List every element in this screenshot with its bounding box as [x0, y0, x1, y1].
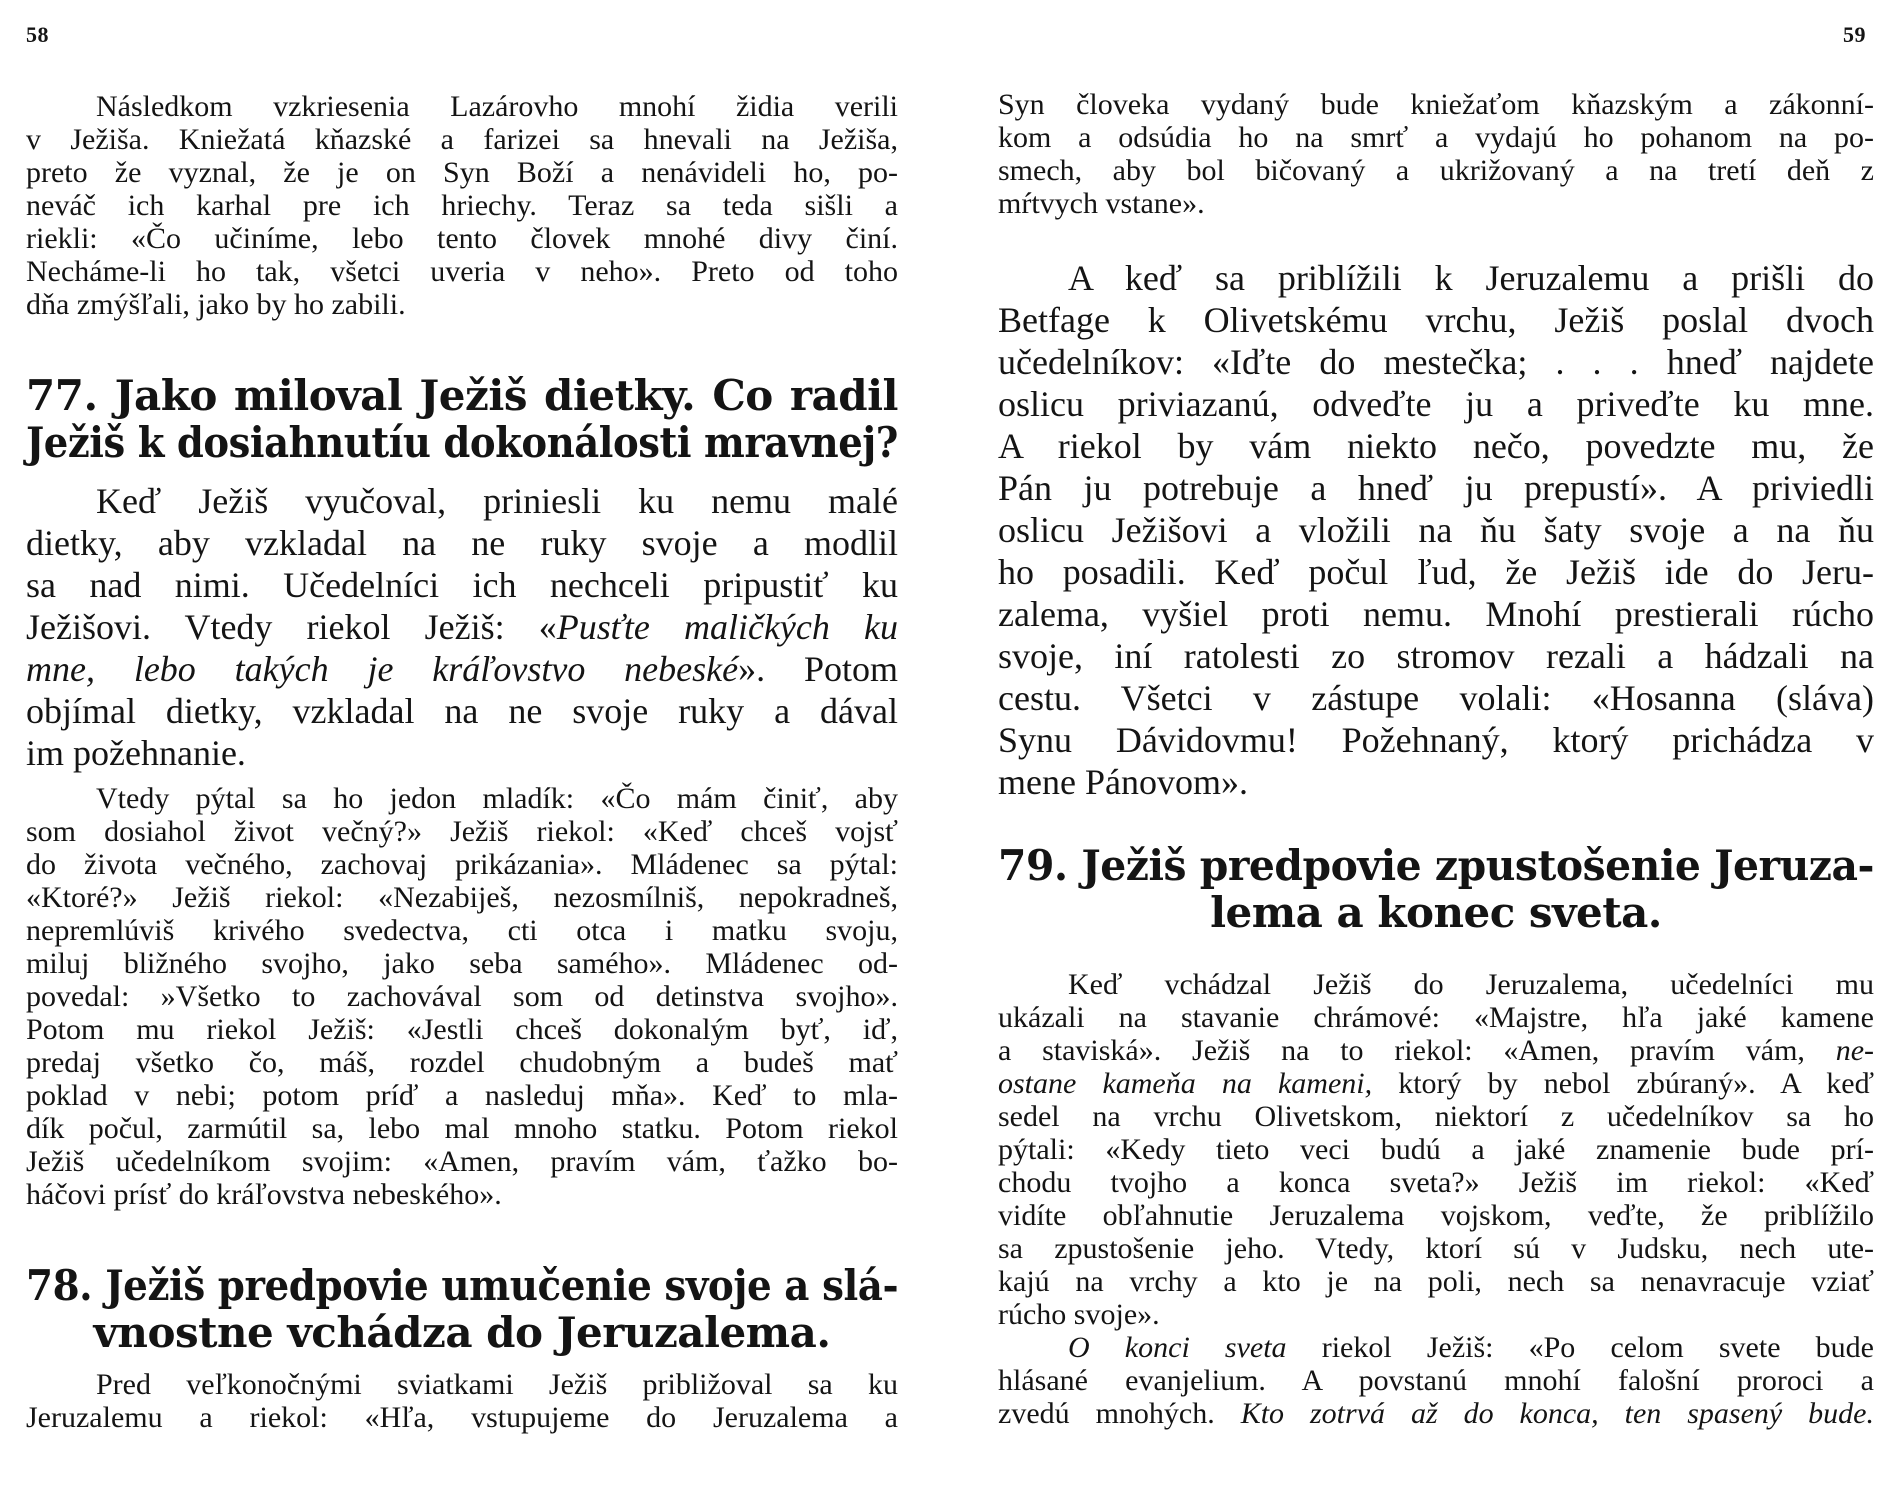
- text-segment: Keď vchádzal Ježiš do Jeruzalema, učedelníci mu: [1068, 968, 1874, 1001]
- text-line: [998, 1331, 1874, 1364]
- text-line: Jeruzalemu a riekol: «Hľa, vstupujeme do Jeruzalema a: [26, 1401, 898, 1434]
- text-line: [998, 1034, 1874, 1067]
- heading-line: 77. Jako miloval Ježiš dietky. Co radil: [26, 371, 898, 420]
- italic-quote: ostane kameňa na kameni,: [998, 1067, 1373, 1100]
- text-segment: sedel na vrchu Olivetskom, niektorí z učedelníkov sa ho: [998, 1100, 1874, 1133]
- text-line: [998, 1298, 1874, 1331]
- text-line: riekli: «Čo učiníme, lebo tento človek mnohé divy činí.: [26, 222, 898, 255]
- text-segment: a staviská». Ježiš na to riekol: «Amen, pravím vám,: [998, 1034, 1836, 1067]
- text-line: «Ktoré?» Ježiš riekol: «Nezabiješ, nezosmílniš, nepokradneš,: [26, 881, 898, 914]
- text-segment: dietky, aby vzkladal na ne ruky svoje a modlil: [26, 523, 898, 563]
- paragraph-intro: [26, 90, 898, 321]
- text-line: Pán ju potrebuje a hneď ju prepustí». A priviedli: [998, 468, 1874, 508]
- section-heading-79: [998, 842, 1874, 936]
- text-segment: pýtali: «Kedy tieto veci budú a jaké znamenie bude prí-: [998, 1133, 1874, 1166]
- text-line: do života večného, zachovaj prikázania». Mládenec sa pýtal:: [26, 848, 898, 881]
- text-line: Betfage k Olivetskému vrchu, Ježiš poslal dvoch: [998, 300, 1874, 340]
- text-line: [26, 732, 898, 774]
- text-line: oslicu priviazanú, odveďte ju a priveďte ku mne.: [998, 384, 1874, 424]
- text-segment: zvedú mnohých.: [998, 1397, 1241, 1430]
- text-segment: objímal dietky, vzkladal na ne svoje ruky a dával: [26, 691, 898, 731]
- text-line: ho posadili. Keď počul ľud, že Ježiš ide do Jeru-: [998, 552, 1874, 592]
- heading-line: Ježiš k dosiahnutíu dokonálosti mravnej?: [26, 418, 898, 467]
- paragraph-78-start: [26, 1368, 898, 1434]
- text-line: cestu. Všetci v zástupe volali: «Hosanna (sláva): [998, 678, 1874, 718]
- text-line: [998, 1067, 1874, 1100]
- text-line: učedelníkov: «Iďte do mestečka; . . . hneď najdete: [998, 342, 1874, 382]
- paragraph-77-rich-young-man: [26, 782, 898, 1211]
- text-line: A keď sa priblížili k Jeruzalemu a prišli do: [1068, 258, 1874, 298]
- section-heading-77: [26, 372, 898, 466]
- text-line: Ježiš učedelníkom svojim: «Amen, pravím vám, ťažko bo-: [26, 1145, 898, 1178]
- heading-line: 79. Ježiš predpovie zpustošenie Jeruza-: [998, 841, 1874, 890]
- text-line: [998, 968, 1874, 1001]
- paragraph-78-entry: [998, 257, 1874, 803]
- text-line: [26, 564, 898, 606]
- text-line: neváč ich karhal pre ich hriechy. Teraz sa teda sišli a: [26, 189, 898, 222]
- text-line: Potom mu riekol Ježiš: «Jestli chceš dokonalým byť, iď,: [26, 1013, 898, 1046]
- text-line: A riekol by vám niekto nečo, povedzte mu, že: [998, 426, 1874, 466]
- text-segment: rúcho svoje».: [998, 1298, 1160, 1331]
- italic-quote: ne-: [1835, 1034, 1874, 1067]
- text-segment: chodu tvojho a konca sveta?» Ježiš im riekol: «Keď: [998, 1166, 1874, 1199]
- text-segment: im požehnanie.: [26, 733, 246, 773]
- text-line: [998, 1166, 1874, 1199]
- text-line: miluj bližného svojho, jako seba samého». Mládenec od-: [26, 947, 898, 980]
- text-line: smech, aby bol bičovaný a ukrižovaný a na tretí deň z: [998, 154, 1874, 187]
- paragraph-78-continued: [998, 88, 1874, 220]
- page-number: 58: [26, 22, 49, 47]
- right-page: [943, 0, 1886, 1500]
- text-line: mene Pánovom».: [998, 762, 1248, 802]
- text-line: dík počul, zarmútil sa, lebo mal mnoho statku. Potom riekol: [26, 1112, 898, 1145]
- text-line: [998, 1232, 1874, 1265]
- text-line: preto že vyznal, že je on Syn Boží a nenávideli ho, po-: [26, 156, 898, 189]
- text-line: v Ježiša. Kniežatá kňazské a farizei sa hnevali na Ježiša,: [26, 123, 898, 156]
- text-segment: sa zpustošenie jeho. Vtedy, ktorí sú v Judsku, nech ute-: [998, 1232, 1874, 1265]
- text-line: Pred veľkonočnými sviatkami Ježiš približoval sa ku: [96, 1368, 898, 1401]
- text-line: Syn človeka vydaný bude kniežaťom kňazským a zákonní-: [998, 88, 1874, 121]
- text-line: [998, 1265, 1874, 1298]
- italic-quote: mne, lebo takých je kráľovstvo nebeské: [26, 649, 739, 689]
- text-segment: ukázali na stavanie chrámové: «Majstre, hľa jaké kamene: [998, 1001, 1874, 1034]
- text-line: Synu Dávidovmu! Požehnaný, ktorý prichádza v: [998, 720, 1874, 760]
- text-segment: ». Potom: [738, 649, 898, 689]
- italic-quote: Pusťte maličkých ku: [556, 607, 898, 647]
- text-line: [998, 1397, 1874, 1430]
- page-number: 59: [1843, 22, 1866, 47]
- text-line: svoje, iní ratolesti zo stromov rezali a hádzali na: [998, 636, 1874, 676]
- italic-quote: O konci sveta: [1068, 1331, 1287, 1364]
- paragraph-79-destruction: [998, 968, 1874, 1331]
- text-line: kom a odsúdia ho na smrť a vydajú ho pohanom na po-: [998, 121, 1874, 154]
- text-line: [998, 1001, 1874, 1034]
- text-line: povedal: »Všetko to zachovával som od detinstva svojho».: [26, 980, 898, 1013]
- text-line: zalema, vyšiel proti nemu. Mnohí prestierali rúcho: [998, 594, 1874, 634]
- text-line: háčovi prísť do kráľovstva nebeského».: [26, 1178, 502, 1211]
- text-line: nepremlúviš krivého svedectva, cti otca i matku svoju,: [26, 914, 898, 947]
- heading-line: 78. Ježiš predpovie umučenie svoje a slá-: [26, 1261, 899, 1310]
- section-heading-78: [26, 1262, 898, 1356]
- heading-line: lema a konec sveta.: [1210, 888, 1662, 937]
- text-segment: riekol Ježiš: «Po celom svete bude: [1286, 1331, 1874, 1364]
- text-line: dňa zmýšľali, jako by ho zabili.: [26, 288, 406, 321]
- text-line: [26, 690, 898, 732]
- text-line: [26, 522, 898, 564]
- text-line: Vtedy pýtal sa ho jedon mladík: «Čo mám činiť, aby: [96, 782, 898, 815]
- text-line: [26, 606, 898, 648]
- text-line: Necháme-li ho tak, všetci uveria v neho». Preto od toho: [26, 255, 898, 288]
- paragraph-79-end-of-world: [998, 1331, 1874, 1430]
- text-segment: ktorý by nebol zbúraný». A keď: [1372, 1067, 1874, 1100]
- text-line: [26, 480, 898, 522]
- text-line: mŕtvych vstane».: [998, 187, 1205, 220]
- text-segment: kajú na vrchy a kto je na poli, nech sa nenavracuje vziať: [998, 1265, 1874, 1298]
- text-line: [998, 1199, 1874, 1232]
- text-line: Následkom vzkriesenia Lazárovho mnohí židia verili: [96, 90, 898, 123]
- text-line: som dosiahol život večný?» Ježiš riekol: «Keď chceš vojsť: [26, 815, 898, 848]
- text-line: [998, 1364, 1874, 1397]
- heading-line: vnostne vchádza do Jeruzalema.: [93, 1308, 831, 1357]
- paragraph-77-children: [26, 480, 898, 774]
- text-line: [998, 1133, 1874, 1166]
- text-segment: Keď Ježiš vyučoval, priniesli ku nemu malé: [96, 481, 898, 521]
- italic-quote: Kto zotrvá až do konca, ten spasený bude.: [1240, 1397, 1874, 1430]
- text-line: [26, 648, 898, 690]
- text-segment: hlásané evanjelium. A povstanú mnohí falošní proroci a: [998, 1364, 1874, 1397]
- text-line: poklad v nebi; potom príď a nasleduj mňa». Keď to mla-: [26, 1079, 898, 1112]
- text-segment: vidíte obľahnutie Jeruzalema vojskom, veďte, že priblížilo: [998, 1199, 1874, 1232]
- text-line: oslicu Ježišovi a vložili na ňu šaty svoje a na ňu: [998, 510, 1874, 550]
- text-segment: sa nad nimi. Učedelníci ich nechceli pripustiť ku: [26, 565, 898, 605]
- text-line: predaj všetko čo, máš, rozdel chudobným a budeš mať: [26, 1046, 898, 1079]
- text-line: [998, 1100, 1874, 1133]
- text-segment: Ježišovi. Vtedy riekol Ježiš: «: [26, 607, 557, 647]
